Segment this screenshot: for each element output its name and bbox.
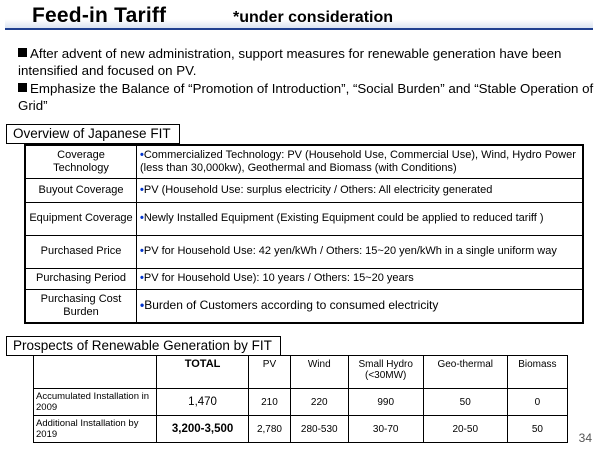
square-bullet-icon (18, 83, 27, 92)
row-value (137, 268, 584, 289)
cell-geothermal: 20-50 (423, 416, 507, 443)
bullet-list (18, 45, 598, 115)
row-category: Equipment Coverage (25, 202, 137, 235)
row-label: Additional Installation by 2019 (34, 416, 157, 443)
header-cell-pv: PV (249, 356, 291, 389)
slide-title: Feed-in Tariff (32, 4, 167, 27)
table-row (34, 416, 568, 443)
cell-total: 1,470 (157, 389, 249, 416)
row-category: Purchased Price (25, 235, 137, 268)
table-row (25, 289, 583, 323)
table-row (25, 235, 583, 268)
row-category: Buyout Coverage (25, 178, 137, 202)
row-category: Purchasing Period (25, 268, 137, 289)
cell-pv: 2,780 (249, 416, 291, 443)
header-cell-biomass: Biomass (507, 356, 567, 389)
row-value (137, 202, 584, 235)
renewable-prospects-table (33, 355, 568, 443)
page-number: 34 (578, 431, 592, 445)
cell-biomass: 0 (507, 389, 567, 416)
row-value (137, 178, 584, 202)
row-label: Accumulated Installation in 2009 (34, 389, 157, 416)
header-cell-small-hydro: Small Hydro (<30MW) (348, 356, 423, 389)
cell-small-hydro: 990 (348, 389, 423, 416)
row-value-text: PV (Household Use: surplus electricity / Others: All electricity generated (143, 183, 493, 196)
row-category: Purchasing Cost Burden (25, 289, 137, 323)
cell-biomass: 50 (507, 416, 567, 443)
row-value-text: Burden of Customers according to consumed electricity (144, 298, 439, 313)
prospects-section-label: Prospects of Renewable Generation by FIT (6, 336, 281, 356)
cell-wind: 220 (290, 389, 348, 416)
table-row (25, 145, 583, 178)
header-cell-empty (34, 356, 157, 389)
cell-pv: 210 (249, 389, 291, 416)
bullet-dot-icon: • (140, 183, 144, 196)
bullet-text: After advent of new administration, support measures for renewable generation have been intensified and focused on PV. (18, 46, 562, 78)
bullet-dot-icon: • (140, 245, 144, 257)
bullet-dot-icon: • (140, 212, 144, 224)
header-cell-wind: Wind (290, 356, 348, 389)
fit-overview-table (24, 144, 584, 324)
square-bullet-icon (18, 48, 27, 57)
row-value-text: Commercialized Technology: PV (Household Use, Commercial Use), Wind, Hydro Power (less than 30,000kw), Geothermal and Biomass (with Conditions) (140, 148, 576, 174)
row-value-text: PV for Household Use: 42 yen/kWh / Others: 15~20 yen/kWh in a single uniform way (143, 245, 557, 257)
table-header-row (34, 356, 568, 389)
cell-small-hydro: 30-70 (348, 416, 423, 443)
row-value (137, 289, 584, 323)
row-value-text: Newly Installed Equipment (Existing Equipment could be applied to reduced tariff ) (143, 212, 544, 224)
bullet-text: Emphasize the Balance of “Promotion of Introduction”, “Social Burden” and “Stable Operation of Grid” (18, 81, 594, 113)
header-cell-total: TOTAL (157, 356, 249, 389)
table-row (34, 389, 568, 416)
row-value (137, 235, 584, 268)
cell-wind: 280-530 (290, 416, 348, 443)
header-cell-geothermal: Geo-thermal (423, 356, 507, 389)
overview-section-label: Overview of Japanese FIT (6, 124, 180, 144)
table-row (25, 178, 583, 202)
bullet-item (18, 45, 598, 79)
bullet-dot-icon: • (140, 148, 144, 161)
cell-total: 3,200-3,500 (157, 416, 249, 443)
bullet-dot-icon: • (140, 272, 144, 284)
table-row (25, 268, 583, 289)
table-row (25, 202, 583, 235)
row-value (137, 145, 584, 178)
bullet-item (18, 80, 598, 114)
bullet-dot-icon: • (140, 298, 145, 313)
row-value-text: PV for Household Use): 10 years / Others: 15~20 years (143, 272, 414, 284)
cell-geothermal: 50 (423, 389, 507, 416)
row-category: Coverage Technology (25, 145, 137, 178)
slide-subtitle: *under consideration (233, 9, 394, 26)
